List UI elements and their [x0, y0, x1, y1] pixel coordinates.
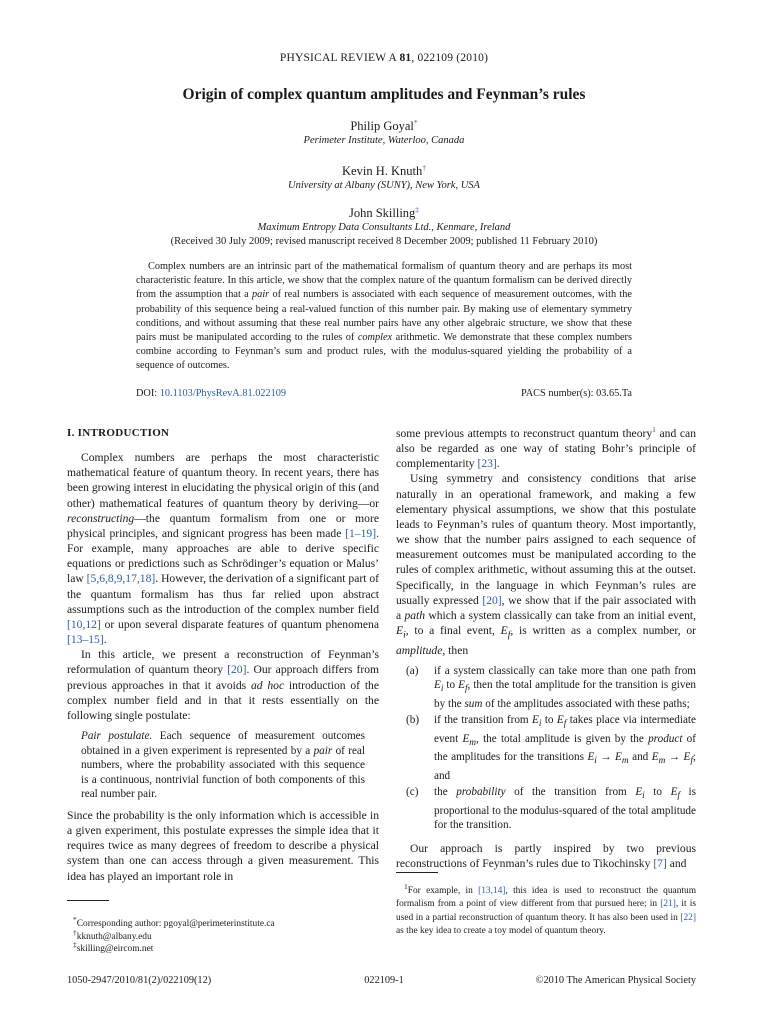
journal-volume: 81 — [399, 52, 412, 64]
paragraph: Since the probability is the only information which is accessible in a given experiment, this postulate expresses the simple idea that it requires twice as many degrees of freedom to describe a physical system than one can access through a given measurement. This idea has played an important role in — [67, 808, 379, 883]
author-affiliation: Perimeter Institute, Waterloo, Canada — [303, 135, 465, 146]
citation-link[interactable]: [23] — [477, 457, 497, 471]
footnote: $^1$For example, in [13,14], this idea is used to reconstruct the quantum formalism from a point of view different from that pursued here; in [21], it is used in a partial reconstruction of quantum theory. It has also been used in [22] as the key idea to create a toy model of quantum theory. — [396, 881, 696, 936]
paragraph: Complex numbers are perhaps the most characteristic mathematical feature of quantum theory. In recent years, there has been growing interest in elucidating the physical origin of this (and other) mathematical features of quantum theory by deriving—or reconstructing—the quantum formalism from one or more physical principles, and signicant progress has been made [1–19]. For example, many approaches are able to derive specific equations or predictions such as Schrödinger’s equation or Malus’ law [5,6,8,9,17,18]. However, the derivation of a significant part of the quantum formalism has thus far relied upon abstract assumptions such as the introduction of the complex number field [10,12] or upon several disparate features of quantum phenomena [13–15]. — [67, 451, 379, 647]
author-footnotes — [67, 914, 379, 956]
list-item: (c) the probability of the transition from $E_i$ to $E_f$ is proportional to the modulus-squared of the total amplitude for the transition. — [406, 785, 697, 832]
footer-copyright: ©2010 The American Physical Society — [535, 975, 696, 986]
list-item: (a) if a system classically can take more than one path from $E_i$ to $E_f$, then the total amplitude for the transition is given by the sum of the amplitudes associated with these paths; — [406, 664, 697, 711]
footer-issn: 1050-2947/2010/81(2)/022109(12) — [67, 975, 212, 986]
paper-title: Origin of complex quantum amplitudes and Feynman’s rules — [182, 86, 586, 103]
paragraph: some previous attempts to reconstruct quantum theory$^1$ and can also be regarded as one way of stating Bohr’s principle of complementarity [23]. — [396, 425, 696, 471]
author-footnote-link[interactable]: * — [413, 117, 418, 127]
citation-link[interactable]: [7] — [653, 856, 667, 870]
author-name: John Skilling‡ — [348, 204, 420, 220]
author-footnote-link[interactable]: † — [422, 162, 426, 172]
section-heading: I. INTRODUCTION — [67, 427, 170, 439]
doi-link[interactable]: 10.1103/PhysRevA.81.022109 — [159, 388, 287, 399]
citation-link[interactable]: [20] — [482, 593, 502, 607]
citation-link[interactable]: [10,12] — [67, 617, 101, 631]
paragraph: Using symmetry and consistency conditions that arise naturally in an operational framework, and making a few elementary physical assumptions, we show that this postulate leads to Feynman’s rules of quantum theory. Most importantly, we show that the number pairs assigned to each sequence of measurement outcomes must be manipulated according to the rules of complex arithmetic, without assuming this at the outset. Specifically, in the language in which Feynman’s rules are usually expressed [20], we show that if the pair associated with a path which a system classically can take from an initial event, $E_i$, to a final event, $E_f$, is written as a complex number, or amplitude, then — [396, 472, 697, 657]
doi-label: DOI: — [136, 388, 160, 399]
footnote-link[interactable]: 1 — [652, 425, 656, 435]
footnote: *Corresponding author: pgoyal@perimeterinstitute.ca — [73, 914, 275, 929]
doi-row — [136, 388, 632, 399]
footer-page-number: 022109-1 — [364, 975, 404, 986]
publication-dates: (Received 30 July 2009; revised manuscript received 8 December 2009; published 11 February 2010) — [170, 236, 598, 247]
citation-link[interactable]: [22] — [680, 912, 696, 923]
citation-link[interactable]: [13–15] — [67, 633, 104, 647]
author-footnote-link[interactable]: ‡ — [415, 204, 420, 214]
author-affiliation: University at Albany (SUNY), New York, USA — [288, 180, 480, 191]
author-name: Kevin H. Knuth† — [342, 162, 426, 178]
journal-name: PHYSICAL REVIEW A — [279, 52, 397, 64]
footnote-rule — [396, 872, 438, 873]
author-affiliation: Maximum Entropy Data Consultants Ltd., Kenmare, Ireland — [257, 222, 511, 233]
citation-link[interactable]: [5,6,8,9,17,18] — [86, 572, 156, 586]
citation-link[interactable]: [20] — [227, 663, 247, 677]
right-column — [396, 426, 696, 871]
footnote-rule — [67, 900, 109, 901]
paragraph: Our approach is partly inspired by two previous reconstructions of Feynman’s rules due to Tikochinsky [7] and — [396, 841, 696, 870]
footnote: ‡skilling@eircom.net — [73, 940, 154, 955]
list-item: (b) if the transition from $E_i$ to $E_f$ takes place via intermediate event $E_m$, the total amplitude is given by the product of the amplitudes for the transitions $E_i \to E_m$ and $E_m \to E_f$; and — [406, 713, 697, 783]
footnote: †kknuth@albany.edu — [73, 927, 152, 942]
journal-header — [0, 52, 768, 64]
paragraph: In this article, we present a reconstruction of Feynman’s reformulation of quantum theory [20]. Our approach differs from previous approaches in that it avoids ad hoc introduction of the complex number field and in that it rests essentially on the following single postulate: — [67, 648, 380, 722]
feynman-rules-list — [396, 664, 696, 833]
left-column — [67, 426, 379, 884]
citation-link[interactable]: [21] — [660, 899, 676, 910]
pacs-number: PACS number(s): 03.65.Ta — [520, 388, 632, 399]
citation-link[interactable]: [13,14] — [478, 886, 506, 896]
abstract: Complex numbers are an intrinsic part of the mathematical formalism of quantum theory and are perhaps its most characteristic feature. In this article, we show that the complex nature of the quantum formalism can be derived directly from the assumption that a pair of real numbers is associated with each sequence of measurement outcomes, with the probability of this sequence being a real-valued function of this number pair. By making use of elementary symmetry conditions, and without assuming that these real number pairs have any other algebraic structure, we show that these pairs must be manipulated according to the rules of complex arithmetic. We demonstrate that these complex numbers combine according to Feynman’s sum and product rules, with the modulus-squared yielding the probability of a sequence of outcomes. — [136, 261, 632, 372]
pair-postulate: Pair postulate. Each sequence of measurement outcomes obtained in a given experiment is represented by a pair of real numbers, where the probability associated with this sequence is a continuous, nontrivial function of both components of this real number pair. — [81, 729, 365, 801]
article-number: , 022109 (2010) — [411, 52, 489, 64]
author-name: Philip Goyal* — [350, 117, 418, 133]
citation-link[interactable]: [1–19] — [345, 526, 377, 540]
